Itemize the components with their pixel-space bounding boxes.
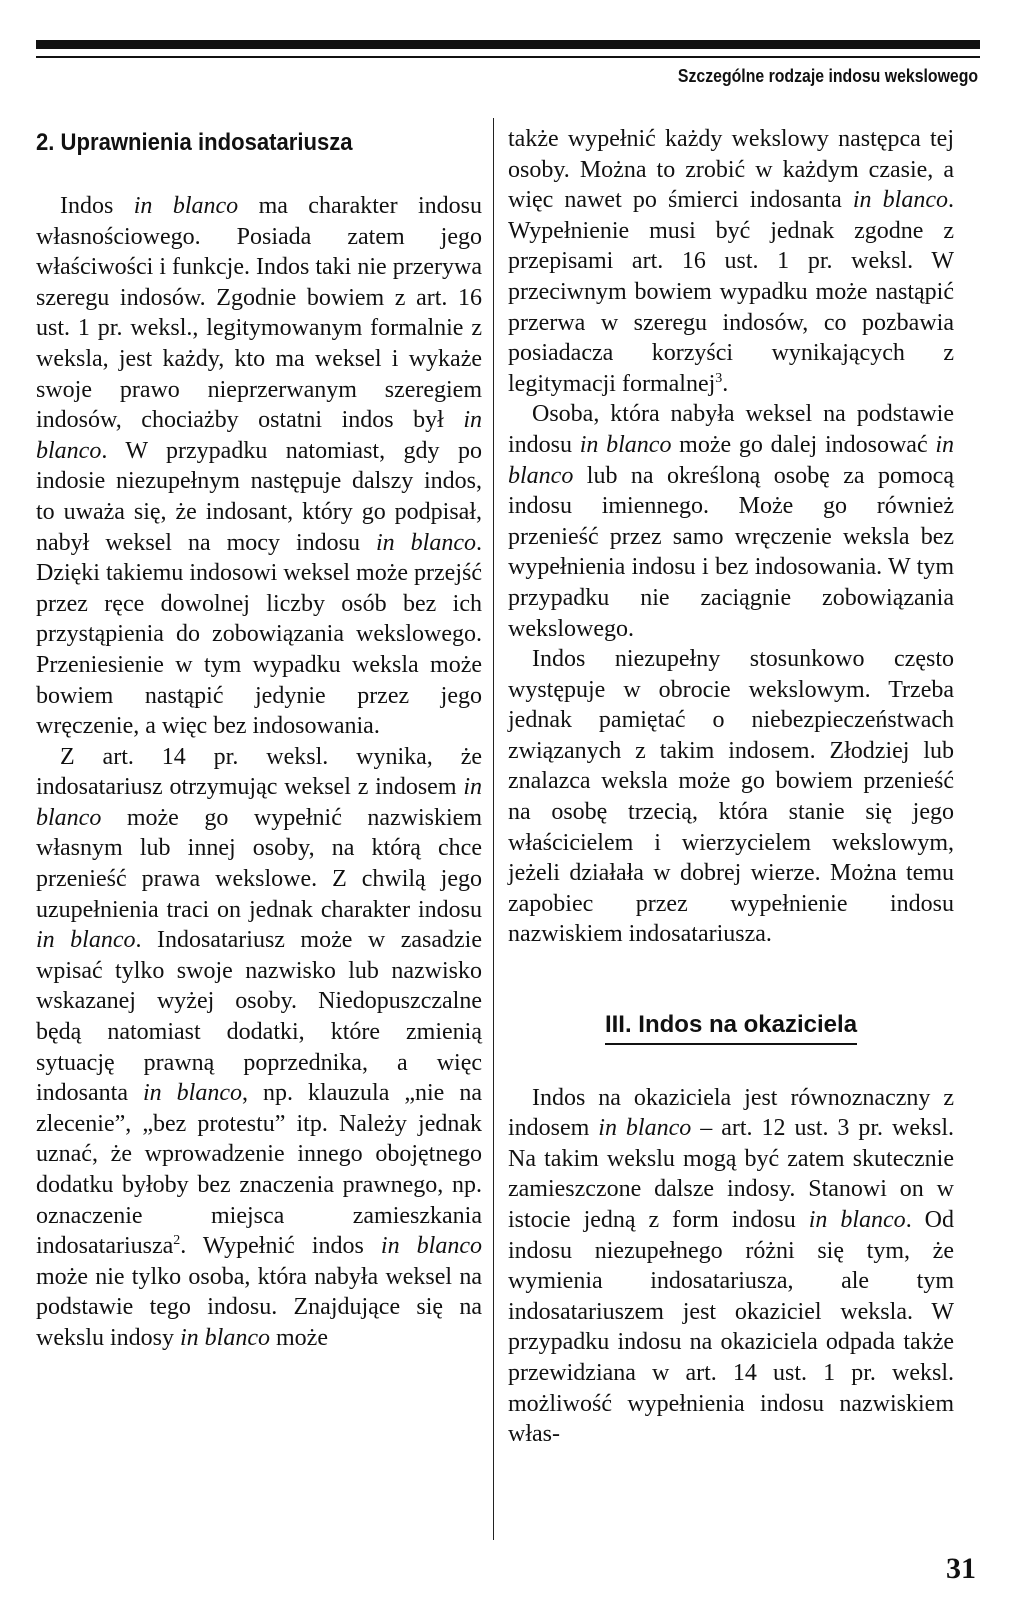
paragraph: Osoba, która nabyła weksel na podstawie indosu in blanco może go dalej indosować in blanco lub na określoną osobę za pomocą indosu imiennego. Może go również przenieść przez samo wręczenie weksla bez wypełnienia indosu i bez indosowania. W tym przypadku nie zaciągnie zobowiązania wekslowego. bbox=[508, 401, 954, 642]
footnote-ref: 2 bbox=[173, 1233, 181, 1249]
paragraph: Indos niezupełny stosunkowo często występuje w obrocie wekslowym. Trzeba jednak pamiętać o niebezpieczeństwach związanych z takim indosem. Złodziej lub znalazca weksla może go bowiem przenieść na osobę trzecią, która stanie się jego właścicielem i wierzycielem wekslowym, jeżeli działała w dobrej wierze. Można temu zapobiec przez wypełnienie indosu nazwiskiem indosatariusza. bbox=[508, 646, 954, 948]
italic-term: in blanco bbox=[133, 193, 239, 219]
italic-term: in blanco bbox=[375, 529, 476, 556]
chapter-title bbox=[508, 1010, 954, 1045]
running-head: Szczególne rodzaje indosu wekslowego bbox=[677, 66, 978, 86]
italic-term: in blanco bbox=[36, 927, 136, 954]
header-rule-thick bbox=[36, 40, 980, 49]
italic-term: in blanco bbox=[380, 1233, 482, 1260]
paragraph: także wypełnić każdy wekslowy następca tej osoby. Można to zrobić w każdym czasie, a więc nawet po śmierci indosanta in blanco. Wypełnienie musi być jednak zgodne z przepisami art. 16 ust. 1 pr. weksl. W przeciwnym bowiem wypadku może nastąpić przerwa w szeregu indosów, co pozbawia posiadacza korzyści wynikających z legitymacji formalnej$^3$. bbox=[508, 126, 954, 397]
italic-term: in blanco bbox=[143, 1080, 243, 1107]
chapter-title-text: III. Indos na okaziciela bbox=[605, 1010, 857, 1045]
italic-term: in blanco bbox=[598, 1115, 692, 1142]
header-rule-thin bbox=[36, 56, 980, 58]
italic-term: in blanco bbox=[36, 774, 482, 831]
italic-term: in blanco bbox=[852, 187, 948, 214]
italic-term: in blanco bbox=[36, 407, 482, 464]
column-divider bbox=[493, 118, 494, 1540]
paragraph: Indos in blanco ma charakter indosu własnościowego. Posiada zatem jego właściwości i funkcje. Indos taki nie przerywa szeregu indosów. Zgodnie bowiem z art. 16 ust. 1 pr. weksl., legitymowanym formalnie z weksla, jest każdy, kto ma weksel i wykaże swoje prawo nieprzerwanym szeregiem indosów, chociażby ostatni indos był in blanco. W przypadku natomiast, gdy po indosie niezupełnym następuje dalszy indos, to uważa się, że indosant, który go podpisał, nabył weksel na mocy indosu in blanco. Dzięki takiemu indosowi weksel może przejść przez ręce dowolnej liczby osób bez ich przystąpienia do zobowiązania wekslowego. Przeniesienie w tym wypadku weksla może bowiem nastąpić jedynie przez jego wręczenie, a więc bez indosowania. bbox=[36, 193, 482, 740]
italic-term: in blanco bbox=[808, 1207, 906, 1233]
footnote-ref: 3 bbox=[715, 370, 723, 386]
paragraph: Indos na okaziciela jest równoznaczny z indosem in blanco – art. 12 ust. 3 pr. weksl. Na takim wekslu mogą być zatem skutecznie zamieszczone dalsze indosy. Stanowi on w istocie jedną z form indosu in blanco. Od indosu niezupełnego różni się tym, że wymienia indosatariusza, ale tym indosatariuszem jest okaziciel weksla. W przypadku indosu na okaziciela odpada także przewidziana w art. 14 ust. 1 pr. weksl. możliwość wypełnienia indosu nazwiskiem włas- bbox=[508, 1084, 955, 1448]
section-title: 2. Uprawnienia indosatariusza bbox=[36, 129, 353, 156]
page-number: 31 bbox=[946, 1552, 976, 1585]
italic-term: in blanco bbox=[508, 431, 954, 489]
italic-term: in blanco bbox=[579, 431, 672, 458]
italic-term: in blanco bbox=[180, 1324, 270, 1351]
left-column bbox=[36, 128, 482, 1354]
right-column bbox=[508, 124, 954, 1450]
paragraph: Z art. 14 pr. weksl. wynika, że indosatariusz otrzymując weksel z indosem in blanco może go wypełnić nazwiskiem własnym lub innej osoby, na którą chce przenieść prawa wekslowe. Z chwilą jego uzupełnienia traci on jednak charakter indosu in blanco. Indosatariusz może w zasadzie wpisać tylko swoje nazwisko lub nazwisko wskazanej wyżej osoby. Niedopuszczalne będą natomiast dodatki, które zmienią sytuację prawną poprzednika, a więc indosanta in blanco, np. klauzula „nie na zlecenie”, „bez protestu” itp. Należy jednak uznać, że wprowadzenie innego obojętnego dodatku byłoby bez znaczenia prawnego, np. oznaczenie miejsca zamieszkania indosatariusza$^2$. Wypełnić indos in blanco może nie tylko osoba, która nabyła weksel na podstawie tego indosu. Znajdujące się na wekslu indosy in blanco może bbox=[36, 743, 482, 1351]
